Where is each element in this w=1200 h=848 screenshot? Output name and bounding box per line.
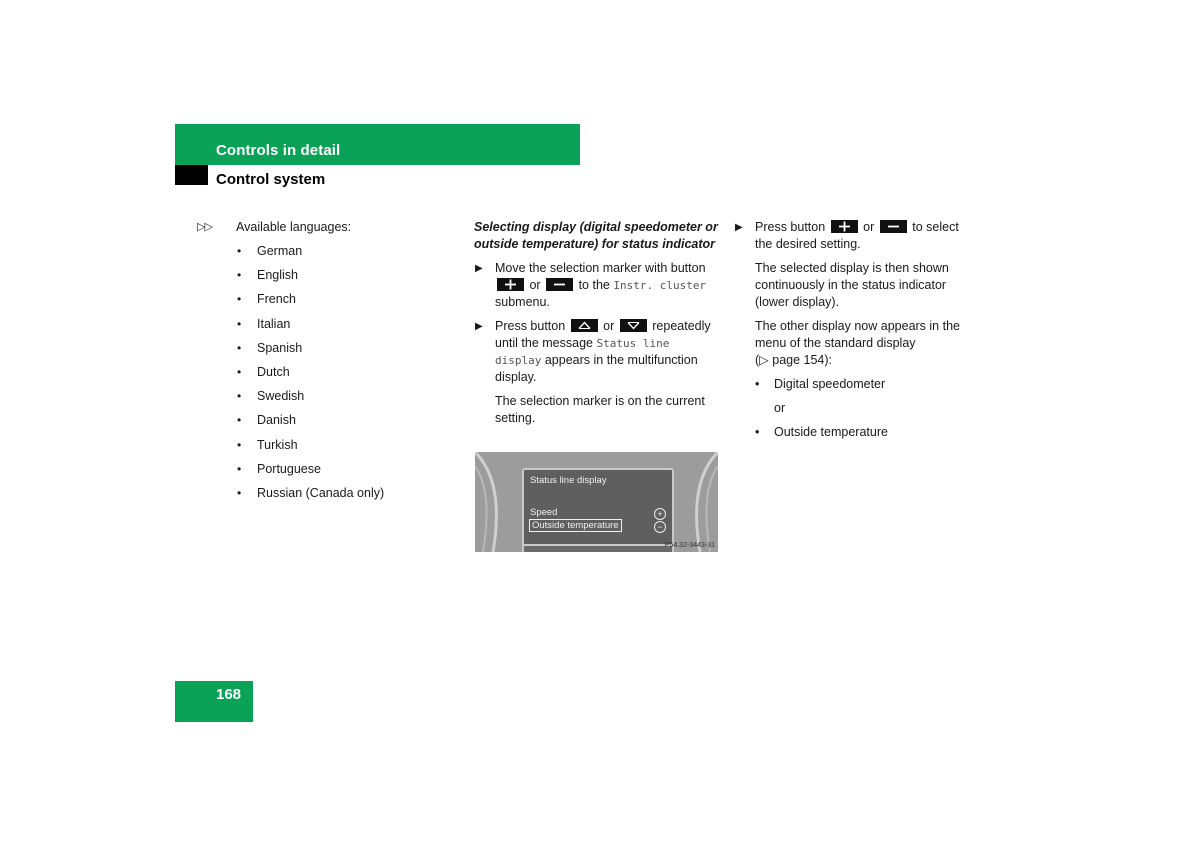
- down-button-icon: [620, 319, 647, 332]
- minus-button-icon: [880, 220, 907, 233]
- plus-icon: +: [654, 508, 666, 520]
- menu-code: Instr. cluster: [613, 279, 707, 292]
- step-text: to the: [578, 278, 610, 292]
- step-text: submenu.: [495, 295, 550, 309]
- or-text: or: [774, 401, 786, 415]
- up-button-icon: [571, 319, 598, 332]
- language-list: [196, 243, 446, 502]
- arrow-right-icon: ▶: [475, 321, 483, 332]
- step-text: Press button: [495, 319, 566, 333]
- lower-display: [522, 544, 674, 552]
- paragraph-text: The other display now appears in the menu of the standard display: [755, 319, 960, 350]
- minus-icon: −: [654, 521, 666, 533]
- list-item: • German: [236, 243, 446, 260]
- list-item: • Swedish: [236, 388, 446, 405]
- right-column: [734, 219, 974, 448]
- list-item: • Outside temperature: [754, 424, 974, 441]
- plus-button-icon: [831, 220, 858, 233]
- left-column: [196, 219, 446, 509]
- middle-column: [474, 219, 718, 434]
- arrow-right-icon: ▶: [735, 222, 743, 233]
- arrow-right-icon: ▶: [475, 263, 483, 274]
- header-marker: [175, 165, 208, 185]
- multifunction-display: [522, 468, 674, 550]
- section-title: Control system: [216, 171, 326, 188]
- list-item: • French: [236, 291, 446, 308]
- step-text: appears in the multifunction display.: [495, 353, 698, 384]
- instruction-step: [734, 219, 974, 253]
- note-text: The selection marker is on the current setting.: [495, 394, 705, 425]
- step-text: or: [863, 220, 875, 234]
- instruction-step: [474, 260, 718, 311]
- step-text: to select the desired setting.: [755, 220, 959, 251]
- page-number-box: [175, 681, 253, 722]
- step-text: Press button: [755, 220, 826, 234]
- list-item: • Digital speedometer: [754, 376, 974, 393]
- list-item: • Dutch: [236, 364, 446, 381]
- plus-button-icon: [497, 278, 524, 291]
- intro-text: Available languages:: [236, 220, 352, 234]
- paragraph: The selected display is then shown continuously in the status indicator (lower display).: [755, 261, 949, 309]
- minus-button-icon: [546, 278, 573, 291]
- step-text: button: [670, 261, 706, 275]
- screen-title: Status line display: [530, 475, 607, 486]
- languages-intro: [196, 219, 446, 236]
- instruction-step: [474, 318, 718, 386]
- step-text: Move the selection marker with: [495, 261, 668, 275]
- list-item: • Russian (Canada only): [236, 485, 446, 502]
- selected-menu-item: Outside temperature: [529, 519, 622, 532]
- page-number: 168: [216, 686, 242, 703]
- figure-code: P54.32-3443-31: [664, 542, 715, 549]
- step-text: or: [603, 319, 615, 333]
- step-text: repeatedly until the message: [495, 319, 711, 350]
- list-item: • Danish: [236, 412, 446, 429]
- continuation-icon: ▷▷: [197, 221, 212, 233]
- step-text: or: [529, 278, 541, 292]
- display-figure: [475, 452, 718, 552]
- list-item: • Italian: [236, 316, 446, 333]
- page-reference: (▷ page 154):: [755, 353, 833, 367]
- list-item: • Turkish: [236, 437, 446, 454]
- chapter-title: Controls in detail: [216, 142, 341, 159]
- list-item: • Spanish: [236, 340, 446, 357]
- list-item: • Portuguese: [236, 461, 446, 478]
- message-code: Status line display: [495, 337, 670, 367]
- paragraph: [734, 318, 974, 369]
- section-heading: Selecting display (digital speedometer or outside temperature) for status indicator: [474, 220, 718, 251]
- list-item: • English: [236, 267, 446, 284]
- menu-item: Speed: [530, 507, 558, 518]
